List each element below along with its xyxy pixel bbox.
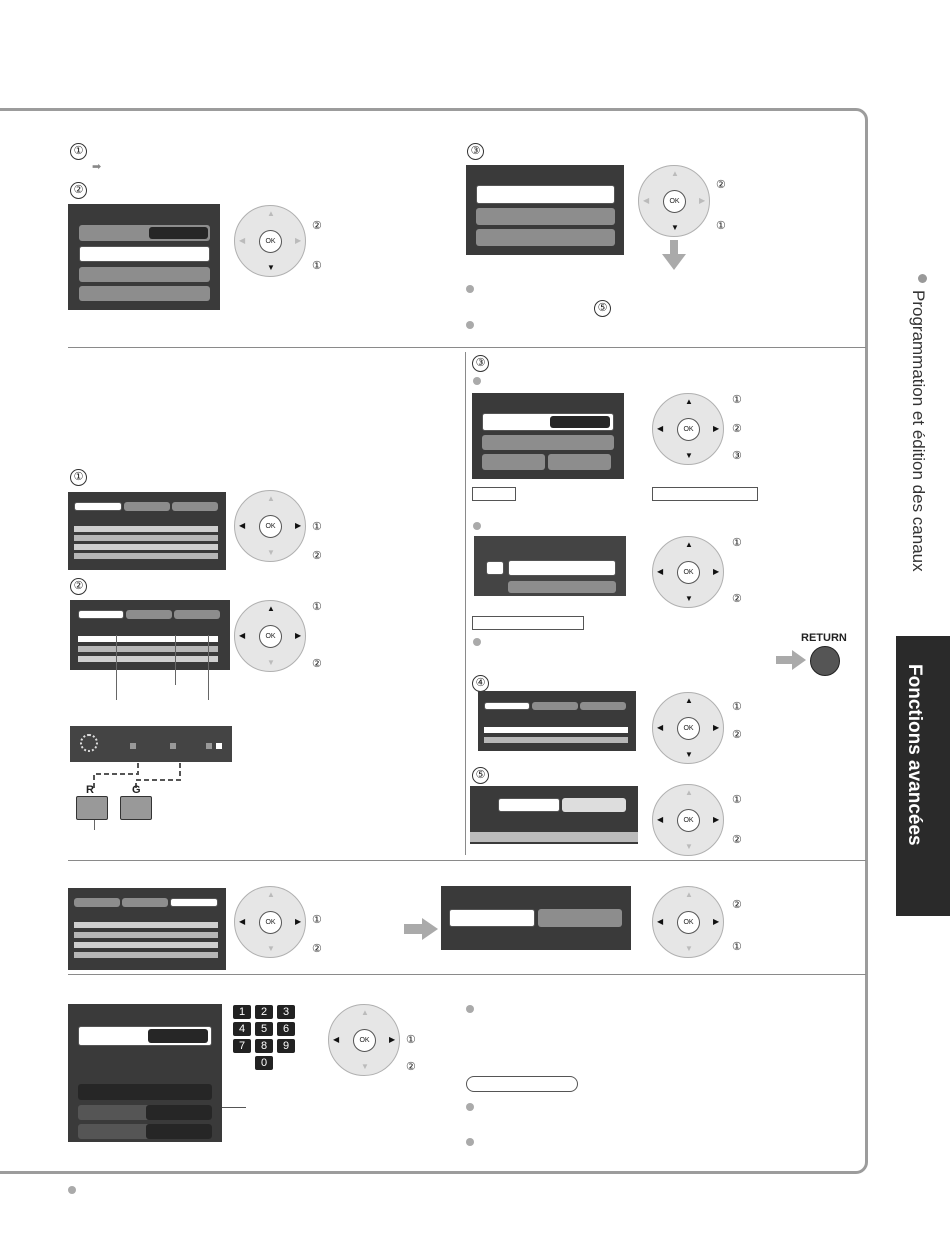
down-arrow-icon (662, 240, 686, 270)
key-1[interactable]: 1 (233, 1005, 251, 1019)
step-2-marker: ② (70, 578, 87, 595)
ok-button[interactable]: OK (677, 561, 700, 584)
key-4[interactable]: 4 (233, 1022, 251, 1036)
settings-screen (472, 393, 624, 479)
ok-button[interactable]: OK (677, 911, 700, 934)
bullet (473, 377, 481, 385)
callout-2: ② (732, 423, 742, 435)
dashed-connector (86, 760, 196, 790)
callout-1: ① (732, 394, 742, 406)
green-button[interactable] (120, 796, 152, 820)
callout-2: ② (732, 593, 742, 605)
bullet (466, 321, 474, 329)
callout-2: ② (732, 834, 742, 846)
remote-dpad[interactable]: OK ▲ ▼ ◀ ▶ (652, 886, 724, 958)
callout-1: ① (312, 260, 322, 272)
label-pill (466, 1076, 578, 1092)
bullet (466, 1138, 474, 1146)
callout-1: ① (312, 914, 322, 926)
callout-2: ② (732, 729, 742, 741)
channel-list-screen (68, 888, 226, 970)
callout-1: ① (732, 701, 742, 713)
callout-3: ③ (732, 450, 742, 462)
ok-button[interactable]: OK (663, 190, 686, 213)
name-edit-screen (474, 536, 626, 596)
remote-dpad[interactable]: OK ▲ ▼ ◀ ▶ (652, 536, 724, 608)
step-2-marker: ② (70, 182, 87, 199)
callout-1: ① (732, 794, 742, 806)
leader-line (175, 635, 176, 685)
green-button-label: G (132, 784, 141, 796)
callout-2: ② (312, 658, 322, 670)
confirm-screen (441, 886, 631, 950)
callout-1: ① (732, 537, 742, 549)
bullet (473, 522, 481, 530)
sidebar-title: Fonctions avancées (904, 664, 925, 846)
tv-menu-screen (466, 165, 624, 255)
callout-2: ② (312, 550, 322, 562)
channel-list-screen (478, 691, 636, 751)
remote-dpad[interactable]: OK ▲ ▼ ◀ ▶ (234, 600, 306, 672)
callout-1: ① (732, 941, 742, 953)
return-label: RETURN (801, 632, 847, 644)
key-5[interactable]: 5 (255, 1022, 273, 1036)
tv-menu-screen (68, 204, 220, 310)
callout-2: ② (732, 899, 742, 911)
leader-line (208, 635, 209, 700)
key-7[interactable]: 7 (233, 1039, 251, 1053)
divider-vertical (465, 352, 466, 855)
bullet (68, 1186, 76, 1194)
bullet (466, 285, 474, 293)
bullet (466, 1103, 474, 1111)
leader-line (222, 1107, 246, 1108)
sidebar-subtitle: Programmation et édition des canaux (909, 290, 928, 572)
remote-dpad[interactable]: OK ▲ ▼ ◀ ▶ (328, 1004, 400, 1076)
red-button-label: R (86, 784, 94, 796)
callout-1: ① (716, 220, 726, 232)
step-5-ref: ⑤ (594, 300, 611, 317)
key-9[interactable]: 9 (277, 1039, 295, 1053)
step-1-marker: ① (70, 143, 87, 160)
callout-1: ① (406, 1034, 416, 1046)
key-2[interactable]: 2 (255, 1005, 273, 1019)
remote-dpad[interactable]: OK ▲ ▼ ◀ ▶ (234, 886, 306, 958)
label-box (472, 487, 516, 501)
bullet (918, 274, 927, 283)
callout-1: ① (312, 521, 322, 533)
step-5-marker: ⑤ (472, 767, 489, 784)
channel-list-screen (70, 600, 230, 670)
key-6[interactable]: 6 (277, 1022, 295, 1036)
info-bar-screen (70, 726, 232, 762)
channel-list-screen (68, 492, 226, 570)
ok-button[interactable]: OK (259, 230, 282, 253)
callout-2: ② (312, 220, 322, 232)
callout-2: ② (406, 1061, 416, 1073)
divider (68, 347, 866, 348)
ok-button[interactable]: OK (259, 625, 282, 648)
remote-dpad[interactable]: OK ▲ ▼ ◀ ▶ (638, 165, 710, 237)
divider (68, 860, 866, 861)
remote-dpad[interactable]: OK ▲ ▼ ◀ ▶ (234, 205, 306, 277)
manual-tuning-screen (68, 1004, 222, 1142)
divider (68, 974, 866, 975)
key-8[interactable]: 8 (255, 1039, 273, 1053)
callout-2: ② (716, 179, 726, 191)
ok-button[interactable]: OK (259, 911, 282, 934)
info-icon (80, 734, 98, 752)
return-button[interactable] (810, 646, 840, 676)
step-3-marker: ③ (472, 355, 489, 372)
bullet (473, 638, 481, 646)
red-button[interactable] (76, 796, 108, 820)
step-1-marker: ① (70, 469, 87, 486)
ok-button[interactable]: OK (677, 809, 700, 832)
callout-2: ② (312, 943, 322, 955)
remote-dpad[interactable]: OK ▲ ▼ ◀ ▶ (652, 784, 724, 856)
arrow-right-icon (776, 650, 806, 670)
remote-dpad[interactable]: OK ▲ ▼ ◀ ▶ (652, 692, 724, 764)
step-3-marker: ③ (467, 143, 484, 160)
label-box (652, 487, 758, 501)
remote-dpad[interactable]: OK ▲ ▼ ◀ ▶ (652, 393, 724, 465)
label-box (472, 616, 584, 630)
leader-line (94, 820, 95, 830)
remote-dpad[interactable]: OK ▲ ▼ ◀ ▶ (234, 490, 306, 562)
ok-button[interactable]: OK (677, 418, 700, 441)
key-3[interactable]: 3 (277, 1005, 295, 1019)
confirm-screen (470, 786, 638, 844)
key-0[interactable]: 0 (255, 1056, 273, 1070)
callout-1: ① (312, 601, 322, 613)
bullet (466, 1005, 474, 1013)
step-4-marker: ④ (472, 675, 489, 692)
arrow-right-icon (404, 918, 438, 940)
ok-button[interactable]: OK (259, 515, 282, 538)
ok-button[interactable]: OK (677, 717, 700, 740)
ok-button[interactable]: OK (353, 1029, 376, 1052)
arrow-right-icon: ➡ (92, 161, 102, 173)
leader-line (116, 635, 117, 700)
